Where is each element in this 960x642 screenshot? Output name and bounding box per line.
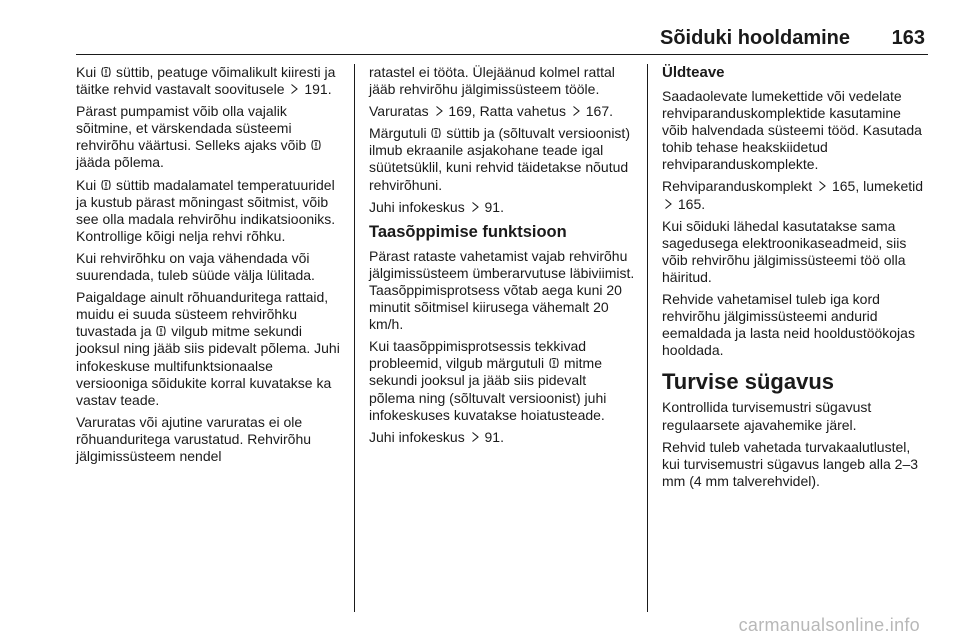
page-number: 163 [891, 27, 925, 49]
paragraph: Kui sõiduki lähedal kasutatakse sama sagedusega elektroonikaseadmeid, siis võib rehvirõhu jälgimissüsteemi töö olla häiritud. [662, 217, 907, 285]
paragraph: Paigaldage ainult rõhuanduritega rattaid, muidu ei suuda süsteem rehvirõhku tuvastada ja vilgub mitme sekundi jooksul ning jääb siis pidevalt põlema. Juhi infokeskuse multifunktsionaalse versiooniga sõidukite korral kuvatakse ka vastav teade. [76, 289, 340, 408]
paragraph: Juhi infokeskus 91. [369, 198, 504, 215]
paragraph: Varuratas 169, Ratta vahetus 167. [369, 103, 613, 120]
col3-text-a [662, 88, 928, 359]
page-reference-arrow-icon [570, 105, 582, 117]
page-reference-arrow-icon [433, 105, 445, 117]
paragraph: Kui rehvirõhku on vaja vähendada või suurendada, tuleb süüde välja lülitada. [76, 249, 315, 284]
paragraph: Varuratas või ajutine varuratas ei ole rõhuanduritega varustatud. Rehvirõhu jälgimissüsteem nendel [76, 413, 312, 464]
column-divider [647, 64, 648, 612]
page-reference-arrow-icon [469, 431, 481, 443]
col3-text-b [662, 399, 928, 489]
col2-text-b [369, 248, 635, 446]
watermark: carmanualsonline.info [738, 615, 920, 635]
page-header [76, 26, 928, 55]
column-divider [354, 64, 355, 612]
tire-pressure-warning-icon [430, 127, 442, 139]
tire-pressure-warning-icon [100, 66, 112, 78]
paragraph: Juhi infokeskus 91. [369, 428, 504, 445]
paragraph: Rehvide vahetamisel tuleb iga kord rehvirõhu jälgimissüsteemi andurid eemaldada ja lasta neid hooldustöökojas hooldada. [662, 291, 915, 359]
section-heading-general: Üldteave [662, 64, 725, 81]
page-reference-arrow-icon [816, 180, 828, 192]
column-3 [662, 64, 928, 495]
tire-pressure-warning-icon [548, 357, 560, 369]
paragraph: Kui taasõppimisprotsessis tekkivad probleemid, vilgub märgutuli mitme sekundi jooksul ja jääb siis pidevalt põlema ning (sõltuvalt versioonist) juhi infokeskuses kuvatakse hoiatusteade. [369, 338, 607, 423]
column-1 [76, 64, 344, 470]
paragraph: Kui süttib madalamatel temperatuuridel ja kustub pärast mõningast sõitmist, võib see olla madala rehvirõhu indikatsiooniks. Kontrollige kõigi nelja rehvi rõhku. [76, 176, 336, 244]
paragraph: Kui süttib, peatuge võimalikult kiiresti ja täitke rehvid vastavalt soovitusele 191. [76, 64, 336, 98]
section-heading-tread-depth: Turvise sügavus [662, 369, 834, 395]
paragraph: Pärast rataste vahetamist vajab rehvirõhu jälgimissüsteem ümberarvutuse läbiviimist. Taasõppimisprotsess võtab aega kuni 20 minutit sõitmisel kiirusega vähemalt 20 km/h. [369, 247, 635, 333]
tire-pressure-warning-icon [100, 179, 112, 191]
section-heading-relearn: Taasõppimise funktsioon [369, 222, 567, 241]
section-title: Sõiduki hooldamine [659, 27, 850, 49]
paragraph: Saadaolevate lumekettide või vedelate rehviparanduskomplektide kasutamine võib halvendada süsteemi tööd. Kasutada tohib tehase heakskiidetud rehviparanduskomplekte. [662, 88, 922, 173]
page-reference-arrow-icon [662, 198, 674, 210]
paragraph: Rehvid tuleb vahetada turvakaalutlustel, kui turvisemustri sügavus langeb alla 2–3 mm (4 mm talverehvidel). [662, 438, 919, 489]
paragraph: Kontrollida turvisemustri sügavust regulaarsete ajavahemike järel. [662, 399, 872, 433]
paragraph: ratastel ei tööta. Ülejäänud kolmel rattal jääb rehvirõhu jälgimissüsteem tööle. [369, 64, 615, 98]
tire-pressure-warning-icon [310, 139, 322, 151]
paragraph: Rehviparanduskomplekt 165, lumeketid 165. [662, 178, 924, 212]
tire-pressure-warning-icon [155, 325, 167, 337]
col2-text-a [369, 64, 635, 216]
paragraph: Pärast pumpamist võib olla vajalik sõitmine, et värskendada süsteemi rehvirõhu väärtusi. Selleks ajaks võib jääda põlema. [76, 103, 344, 171]
column-2 [369, 64, 635, 451]
page-reference-arrow-icon [288, 83, 300, 95]
paragraph: Märgutuli süttib ja (sõltuvalt versioonist) ilmub ekraanile asjakohane teade igal süütetsüklil, kuni rehvid täidetakse nõutud rehvirõhuni. [369, 125, 630, 193]
page-reference-arrow-icon [469, 201, 481, 213]
col1-text [76, 64, 344, 465]
